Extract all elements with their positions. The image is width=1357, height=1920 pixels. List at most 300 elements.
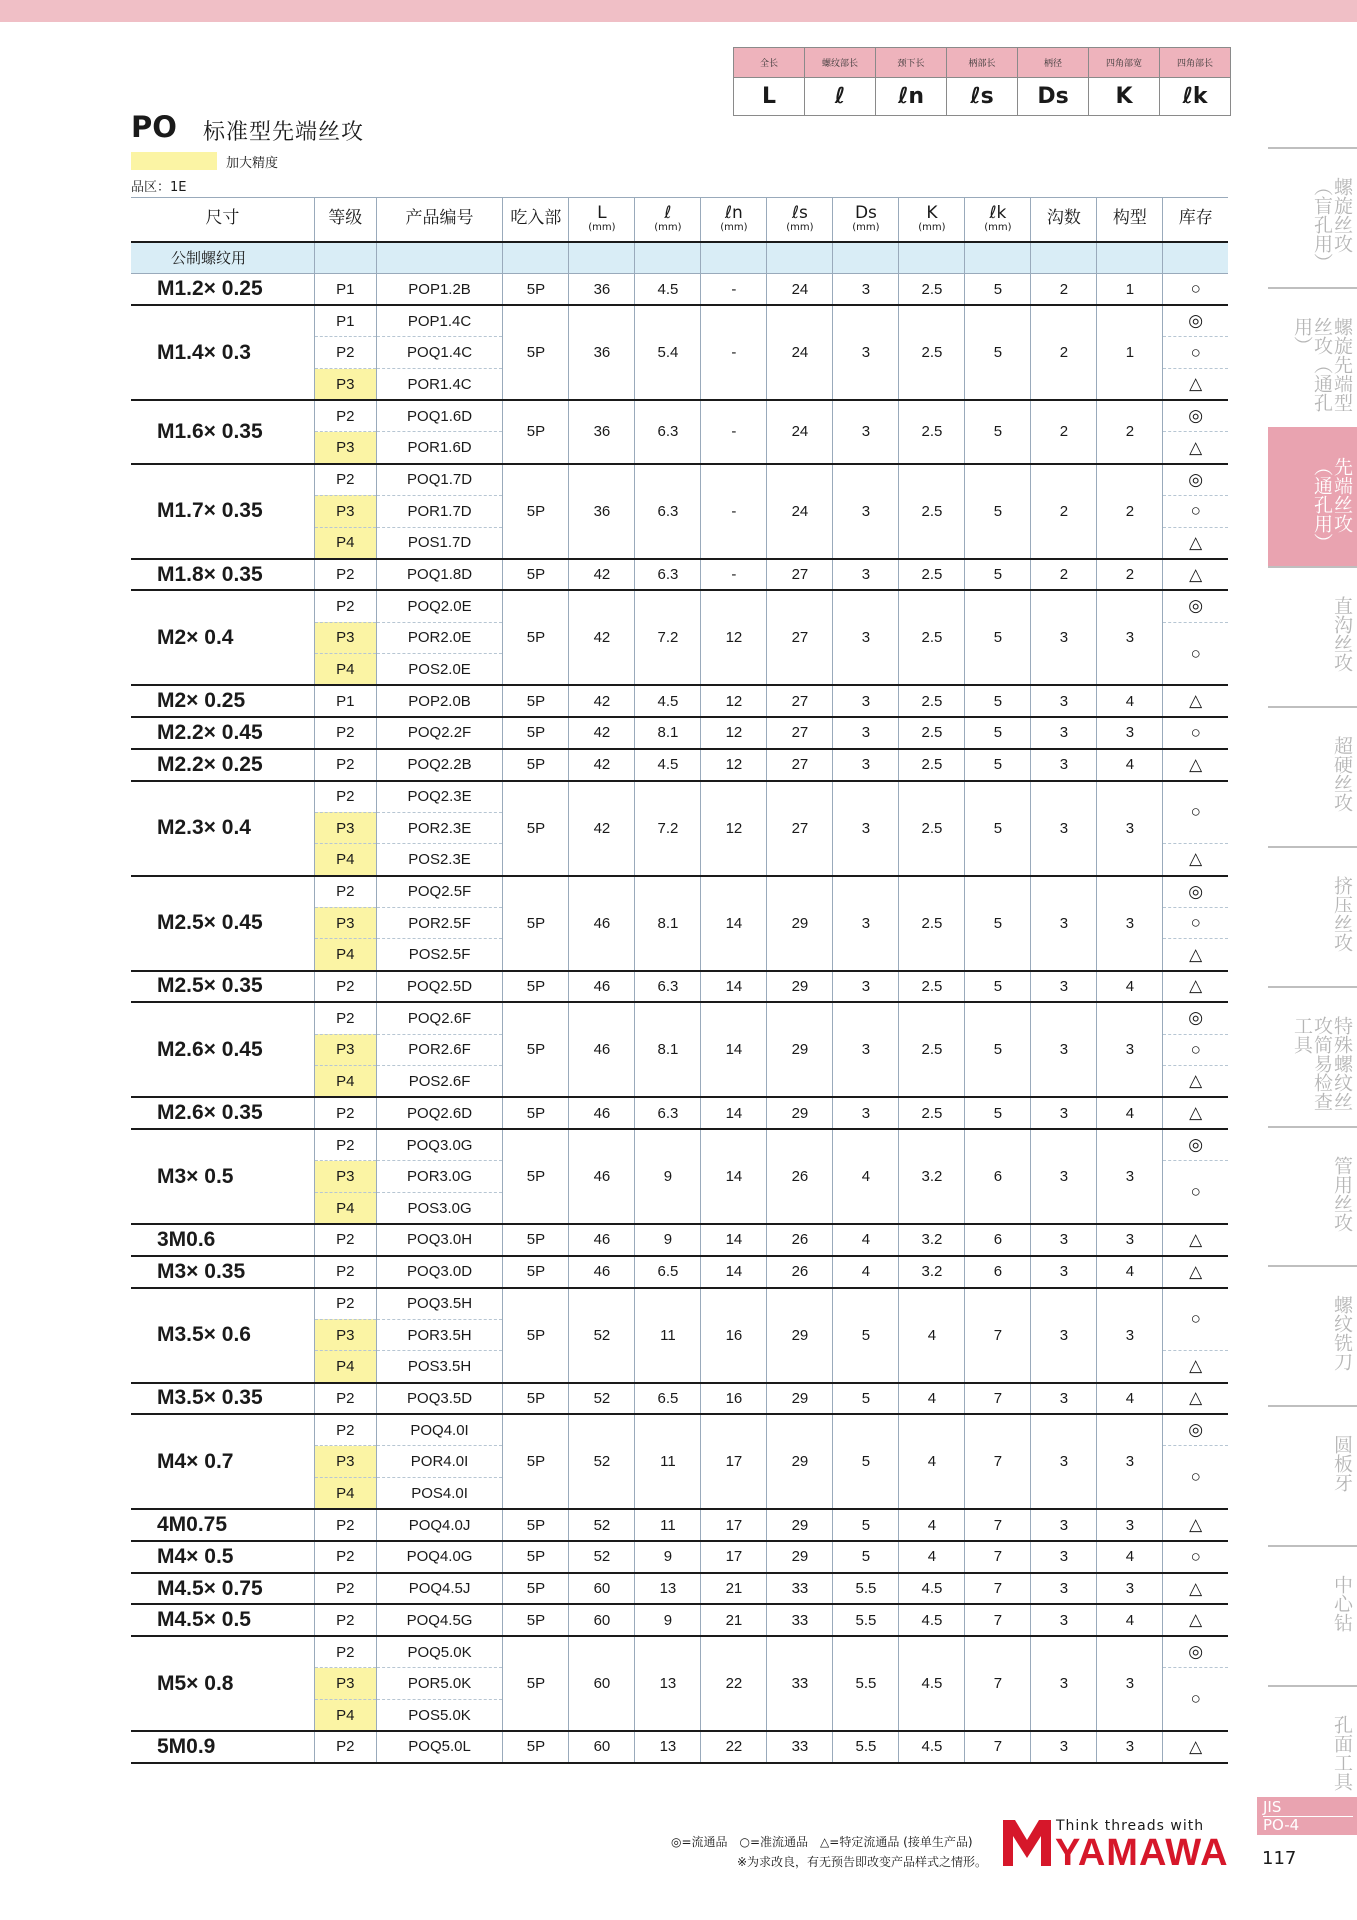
stock-cell: △: [1163, 1256, 1228, 1288]
stock-cell: ○: [1163, 622, 1228, 685]
sidebar-item[interactable]: [1268, 566, 1357, 706]
legend-symbol: K: [1089, 78, 1160, 116]
spec-l-cell: 46: [569, 876, 635, 971]
column-label: 沟数: [1046, 208, 1081, 229]
column-header: [1163, 198, 1228, 242]
grade-cell: P3: [314, 1161, 376, 1193]
product-code-cell: POQ5.0L: [376, 1731, 503, 1763]
precision-swatch: [131, 152, 217, 170]
legend-name: 四角部长: [1160, 48, 1231, 78]
spec-ln-cell: 16: [701, 1288, 767, 1383]
table-row: [131, 1731, 1228, 1763]
spec-chamfer-cell: 5P: [503, 1414, 569, 1509]
spec-flutes-cell: 3: [1031, 1731, 1097, 1763]
stock-cell: ○: [1163, 1668, 1228, 1731]
column-header: [767, 198, 833, 242]
grade-cell: P2: [314, 1256, 376, 1288]
column-header: [314, 198, 376, 242]
spec-flutes-cell: 3: [1031, 1414, 1097, 1509]
spec-ls-cell: 29: [767, 971, 833, 1003]
spec-ds-cell: 3: [833, 876, 899, 971]
sidebar-item-label: 孔面工具: [1331, 1714, 1353, 1791]
spec-ln-cell: 22: [701, 1731, 767, 1763]
spec-form-cell: 3: [1097, 781, 1163, 876]
grade-cell: P2: [314, 1731, 376, 1763]
table-body: [131, 242, 1228, 1763]
spec-lk-cell: 5: [965, 1002, 1031, 1097]
product-code-cell: POS3.5H: [376, 1351, 503, 1383]
column-unit: (mm): [984, 221, 1012, 233]
column-label: 等级: [328, 208, 363, 229]
spec-ls-cell: 27: [767, 559, 833, 591]
stock-cell: △: [1163, 1224, 1228, 1256]
spec-ls-cell: 24: [767, 274, 833, 306]
product-code-cell: POQ2.0E: [376, 590, 503, 622]
thread-size: M1.7× 0.35: [131, 464, 314, 559]
spec-l-cell: 6.3: [635, 559, 701, 591]
spec-lk-cell: 5: [965, 685, 1031, 717]
spec-k-cell: 2.5: [899, 685, 965, 717]
product-code-cell: POS5.0K: [376, 1699, 503, 1731]
product-code-cell: POP2.0B: [376, 685, 503, 717]
spec-k-cell: 4: [899, 1414, 965, 1509]
spec-ds-cell: 3: [833, 464, 899, 559]
spec-k-cell: 2.5: [899, 1097, 965, 1129]
thread-size: M1.6× 0.35: [131, 400, 314, 463]
grade-cell: P2: [314, 1541, 376, 1573]
spec-ln-cell: 12: [701, 685, 767, 717]
spec-k-cell: 4: [899, 1541, 965, 1573]
spec-l-cell: 6.5: [635, 1256, 701, 1288]
thread-size: M2× 0.4: [131, 590, 314, 685]
spec-flutes-cell: 2: [1031, 559, 1097, 591]
grade-cell: P3: [314, 1034, 376, 1066]
spec-ln-cell: 16: [701, 1383, 767, 1415]
spec-flutes-cell: 2: [1031, 464, 1097, 559]
product-code-cell: POQ4.0J: [376, 1509, 503, 1541]
stock-cell: △: [1163, 685, 1228, 717]
spec-k-cell: 2.5: [899, 559, 965, 591]
spec-l-cell: 6.3: [635, 1097, 701, 1129]
spec-lk-cell: 6: [965, 1224, 1031, 1256]
spec-l-cell: 60: [569, 1731, 635, 1763]
table-row: [131, 1604, 1228, 1636]
sidebar-item[interactable]: [1268, 427, 1357, 567]
stock-cell: ○: [1163, 1034, 1228, 1066]
thread-size: M2.6× 0.45: [131, 1002, 314, 1097]
grade-cell: P4: [314, 1351, 376, 1383]
spec-l-cell: 46: [569, 1097, 635, 1129]
spec-lk-cell: 7: [965, 1509, 1031, 1541]
spec-k-cell: 2.5: [899, 1002, 965, 1097]
product-code-cell: POS2.6F: [376, 1066, 503, 1098]
spec-l-cell: 46: [569, 1256, 635, 1288]
column-label: 产品编号: [405, 208, 474, 229]
product-code-cell: POQ1.8D: [376, 559, 503, 591]
stock-cell: △: [1163, 749, 1228, 781]
spec-l-cell: 36: [569, 464, 635, 559]
spec-form-cell: 4: [1097, 1541, 1163, 1573]
product-code-cell: POQ4.0G: [376, 1541, 503, 1573]
dimension-legend: [733, 47, 1231, 116]
spec-chamfer-cell: 5P: [503, 781, 569, 876]
spec-form-cell: 3: [1097, 1224, 1163, 1256]
spec-k-cell: 2.5: [899, 971, 965, 1003]
spec-lk-cell: 5: [965, 590, 1031, 685]
grade-cell: P2: [314, 876, 376, 908]
grade-cell: P2: [314, 1002, 376, 1034]
legend-symbol: L: [734, 78, 805, 116]
legend-symbol: ℓs: [947, 78, 1018, 116]
spec-chamfer-cell: 5P: [503, 305, 569, 400]
product-code-cell: POR2.3E: [376, 812, 503, 844]
product-code-cell: POR1.7D: [376, 495, 503, 527]
product-code-cell: POR2.5F: [376, 907, 503, 939]
spec-ds-cell: 4: [833, 1256, 899, 1288]
spec-l-cell: 13: [635, 1573, 701, 1605]
spec-ls-cell: 33: [767, 1573, 833, 1605]
spec-ls-cell: 33: [767, 1731, 833, 1763]
grade-cell: P2: [314, 1604, 376, 1636]
spec-lk-cell: 7: [965, 1731, 1031, 1763]
stock-cell: △: [1163, 1066, 1228, 1098]
spec-l-cell: 60: [569, 1604, 635, 1636]
standard-badge: [1257, 1797, 1357, 1835]
sidebar-item-label: 特殊螺纹丝攻简易检查工具: [1291, 1015, 1353, 1111]
stock-cell: ◎: [1163, 400, 1228, 432]
spec-flutes-cell: 3: [1031, 1636, 1097, 1731]
stock-cell: ○: [1163, 1541, 1228, 1573]
grade-cell: P2: [314, 1573, 376, 1605]
spec-ln-cell: 14: [701, 1224, 767, 1256]
column-label: ℓ: [664, 203, 672, 224]
brand-name: YAMAWA: [1055, 1832, 1229, 1874]
spec-chamfer-cell: 5P: [503, 685, 569, 717]
grade-cell: P4: [314, 1192, 376, 1224]
yamawa-logo-icon: [1001, 1816, 1053, 1868]
spec-lk-cell: 7: [965, 1604, 1031, 1636]
grade-cell: P4: [314, 939, 376, 971]
stock-cell: ◎: [1163, 464, 1228, 496]
column-unit: (mm): [588, 221, 616, 233]
spec-k-cell: 3.2: [899, 1129, 965, 1224]
table-row: [131, 274, 1228, 306]
spec-ls-cell: 29: [767, 1414, 833, 1509]
table-row: [131, 1097, 1228, 1129]
standard-label: JIS: [1263, 1798, 1353, 1817]
spec-chamfer-cell: 5P: [503, 1604, 569, 1636]
thread-size: M2.5× 0.35: [131, 971, 314, 1003]
stock-cell: △: [1163, 527, 1228, 559]
spec-form-cell: 4: [1097, 1604, 1163, 1636]
change-notice: ※为求改良，有无预告即改变产品样式之情形。: [737, 1855, 988, 1869]
stock-cell: △: [1163, 1351, 1228, 1383]
table-row: [131, 971, 1228, 1003]
grade-cell: P2: [314, 400, 376, 432]
spec-ln-cell: 12: [701, 781, 767, 876]
thread-size: M4× 0.7: [131, 1414, 314, 1509]
spec-l-cell: 52: [569, 1288, 635, 1383]
spec-flutes-cell: 3: [1031, 971, 1097, 1003]
spec-l-cell: 13: [635, 1731, 701, 1763]
product-code-cell: POQ3.0D: [376, 1256, 503, 1288]
thread-size: M2× 0.25: [131, 685, 314, 717]
product-code-cell: POQ3.5H: [376, 1288, 503, 1320]
spec-flutes-cell: 2: [1031, 305, 1097, 400]
sidebar-item[interactable]: [1268, 706, 1357, 846]
spec-chamfer-cell: 5P: [503, 971, 569, 1003]
spec-chamfer-cell: 5P: [503, 1541, 569, 1573]
grade-cell: P3: [314, 907, 376, 939]
grade-cell: P4: [314, 1066, 376, 1098]
spec-ds-cell: 3: [833, 971, 899, 1003]
spec-ls-cell: 24: [767, 400, 833, 463]
product-code-cell: POQ2.2F: [376, 717, 503, 749]
spec-chamfer-cell: 5P: [503, 876, 569, 971]
column-unit: (mm): [720, 221, 748, 233]
spec-ls-cell: 27: [767, 749, 833, 781]
product-code-cell: POQ3.0H: [376, 1224, 503, 1256]
legend-symbol-row: [734, 78, 1231, 116]
spec-ds-cell: 3: [833, 400, 899, 463]
sidebar-item-label: 超硬丝攻: [1331, 736, 1353, 813]
grade-cell: P2: [314, 1509, 376, 1541]
stock-cell: △: [1163, 971, 1228, 1003]
spec-chamfer-cell: 5P: [503, 1002, 569, 1097]
spec-flutes-cell: 3: [1031, 1509, 1097, 1541]
spec-ds-cell: 3: [833, 685, 899, 717]
legend-name: 颈下长: [876, 48, 947, 78]
thread-size: M4.5× 0.75: [131, 1573, 314, 1605]
spec-l-cell: 42: [569, 685, 635, 717]
grade-cell: P2: [314, 1224, 376, 1256]
spec-form-cell: 3: [1097, 717, 1163, 749]
sidebar-item-label: 先端丝攻（通孔用）: [1311, 456, 1353, 552]
thread-size: M4× 0.5: [131, 1541, 314, 1573]
column-label: 吃入部: [510, 208, 562, 229]
product-code-cell: POR3.5H: [376, 1319, 503, 1351]
spec-k-cell: 2.5: [899, 876, 965, 971]
spec-flutes-cell: 3: [1031, 876, 1097, 971]
product-code-cell: POQ4.5G: [376, 1604, 503, 1636]
grade-cell: P3: [314, 1446, 376, 1478]
table-row: [131, 305, 1228, 337]
spec-ds-cell: 3: [833, 590, 899, 685]
spec-l-cell: 36: [569, 400, 635, 463]
spec-chamfer-cell: 5P: [503, 274, 569, 306]
spec-flutes-cell: 3: [1031, 1256, 1097, 1288]
column-label: 构型: [1112, 208, 1147, 229]
spec-ls-cell: 27: [767, 590, 833, 685]
precision-label: 加大精度: [226, 156, 279, 171]
product-code-cell: POR3.0G: [376, 1161, 503, 1193]
grade-cell: P3: [314, 622, 376, 654]
product-code-cell: POQ2.5D: [376, 971, 503, 1003]
sidebar-item[interactable]: [1268, 147, 1357, 287]
spec-lk-cell: 7: [965, 1573, 1031, 1605]
table-row: [131, 1636, 1228, 1668]
table-row: [131, 1288, 1228, 1320]
spec-flutes-cell: 3: [1031, 781, 1097, 876]
spec-chamfer-cell: 5P: [503, 1097, 569, 1129]
sidebar-item-label: 螺纹铣刀: [1331, 1295, 1353, 1372]
spec-l-cell: 36: [569, 274, 635, 306]
table-row: [131, 685, 1228, 717]
spec-form-cell: 1: [1097, 305, 1163, 400]
column-header: [635, 198, 701, 242]
legend-name: 柄径: [1018, 48, 1089, 78]
spec-l-cell: 8.1: [635, 717, 701, 749]
spec-ls-cell: 27: [767, 781, 833, 876]
spec-ls-cell: 26: [767, 1129, 833, 1224]
spec-chamfer-cell: 5P: [503, 559, 569, 591]
sidebar-item-label: 直沟丝攻: [1331, 596, 1353, 673]
spec-ds-cell: 3: [833, 274, 899, 306]
spec-k-cell: 3.2: [899, 1224, 965, 1256]
spec-l-cell: 42: [569, 559, 635, 591]
thread-size: M1.8× 0.35: [131, 559, 314, 591]
stock-cell: △: [1163, 939, 1228, 971]
legend-symbol: ℓ: [805, 78, 876, 116]
stock-cell: △: [1163, 559, 1228, 591]
thread-size: M2.3× 0.4: [131, 781, 314, 876]
brand-tagline: Think threads with: [1056, 1818, 1205, 1834]
grade-cell: P2: [314, 1383, 376, 1415]
grade-cell: P2: [314, 337, 376, 369]
stock-cell: △: [1163, 1097, 1228, 1129]
product-code-cell: POQ1.4C: [376, 337, 503, 369]
sidebar-item[interactable]: [1268, 1126, 1357, 1266]
top-color-bar: [0, 0, 1357, 22]
spec-ds-cell: 5: [833, 1541, 899, 1573]
stock-cell: △: [1163, 432, 1228, 464]
sidebar-item[interactable]: [1268, 287, 1357, 427]
spec-k-cell: 2.5: [899, 717, 965, 749]
column-label: ℓn: [725, 203, 743, 224]
spec-k-cell: 2.5: [899, 749, 965, 781]
spec-l-cell: 8.1: [635, 876, 701, 971]
spec-flutes-cell: 3: [1031, 1129, 1097, 1224]
spec-k-cell: 4: [899, 1509, 965, 1541]
spec-flutes-cell: 3: [1031, 1288, 1097, 1383]
spec-lk-cell: 7: [965, 1288, 1031, 1383]
spec-ds-cell: 5.5: [833, 1573, 899, 1605]
spec-ds-cell: 3: [833, 749, 899, 781]
spec-ln-cell: -: [701, 274, 767, 306]
grade-cell: P2: [314, 749, 376, 781]
spec-l-cell: 13: [635, 1636, 701, 1731]
spec-k-cell: 4: [899, 1288, 965, 1383]
sidebar-item-label: 中心钻: [1331, 1574, 1353, 1632]
table-row: [131, 781, 1228, 813]
column-header: [569, 198, 635, 242]
spec-form-cell: 4: [1097, 685, 1163, 717]
grade-cell: P3: [314, 432, 376, 464]
spec-ls-cell: 29: [767, 1509, 833, 1541]
spec-ls-cell: 33: [767, 1604, 833, 1636]
table-row: [131, 1224, 1228, 1256]
product-code-cell: POR1.6D: [376, 432, 503, 464]
product-code-cell: POP1.4C: [376, 305, 503, 337]
sidebar-item[interactable]: [1268, 846, 1357, 986]
grade-cell: P2: [314, 559, 376, 591]
table-row: [131, 1383, 1228, 1415]
spec-form-cell: 3: [1097, 1288, 1163, 1383]
stock-cell: △: [1163, 1383, 1228, 1415]
table-row: [131, 1573, 1228, 1605]
column-label: ℓk: [989, 203, 1007, 224]
spec-lk-cell: 5: [965, 876, 1031, 971]
product-code-cell: POQ2.6F: [376, 1002, 503, 1034]
product-code-cell: POR2.6F: [376, 1034, 503, 1066]
spec-k-cell: 2.5: [899, 464, 965, 559]
spec-flutes-cell: 3: [1031, 1097, 1097, 1129]
grade-cell: P2: [314, 781, 376, 813]
table-row: [131, 1541, 1228, 1573]
sidebar-item[interactable]: [1268, 986, 1357, 1126]
spec-ln-cell: 21: [701, 1573, 767, 1605]
product-code-cell: POR5.0K: [376, 1668, 503, 1700]
product-code-cell: POQ5.0K: [376, 1636, 503, 1668]
spec-chamfer-cell: 5P: [503, 1636, 569, 1731]
stock-cell: △: [1163, 1509, 1228, 1541]
spec-flutes-cell: 3: [1031, 1383, 1097, 1415]
spec-k-cell: 2.5: [899, 400, 965, 463]
spec-l-cell: 9: [635, 1541, 701, 1573]
spec-chamfer-cell: 5P: [503, 464, 569, 559]
spec-flutes-cell: 3: [1031, 1573, 1097, 1605]
spec-ln-cell: 12: [701, 749, 767, 781]
spec-lk-cell: 6: [965, 1256, 1031, 1288]
spec-form-cell: 3: [1097, 590, 1163, 685]
spec-ln-cell: -: [701, 305, 767, 400]
thread-size: M1.2× 0.25: [131, 274, 314, 306]
column-label: ℓs: [791, 203, 808, 224]
spec-k-cell: 2.5: [899, 305, 965, 400]
spec-k-cell: 2.5: [899, 781, 965, 876]
stock-cell: △: [1163, 1573, 1228, 1605]
spec-l-cell: 46: [569, 971, 635, 1003]
table-row: [131, 464, 1228, 496]
spec-form-cell: 3: [1097, 876, 1163, 971]
sidebar-item[interactable]: [1268, 1545, 1357, 1685]
spec-lk-cell: 5: [965, 464, 1031, 559]
spec-form-cell: 3: [1097, 1129, 1163, 1224]
spec-ds-cell: 5: [833, 1414, 899, 1509]
product-code-cell: POQ2.5F: [376, 876, 503, 908]
spec-chamfer-cell: 5P: [503, 1509, 569, 1541]
stock-cell: △: [1163, 369, 1228, 401]
spec-l-cell: 46: [569, 1129, 635, 1224]
spec-ls-cell: 27: [767, 685, 833, 717]
table-row: [131, 590, 1228, 622]
spec-l-cell: 4.5: [635, 274, 701, 306]
stock-cell: ○: [1163, 1161, 1228, 1224]
sidebar-item[interactable]: [1268, 1265, 1357, 1405]
stock-cell: ○: [1163, 274, 1228, 306]
sidebar-item[interactable]: [1268, 1405, 1357, 1545]
spec-lk-cell: 7: [965, 1383, 1031, 1415]
table-row: [131, 876, 1228, 908]
spec-l-cell: 60: [569, 1573, 635, 1605]
spec-l-cell: 7.2: [635, 590, 701, 685]
spec-form-cell: 4: [1097, 1383, 1163, 1415]
grade-cell: P2: [314, 1129, 376, 1161]
stock-cell: △: [1163, 844, 1228, 876]
spec-lk-cell: 5: [965, 717, 1031, 749]
spec-k-cell: 3.2: [899, 1256, 965, 1288]
column-label: 尺寸: [205, 208, 240, 229]
